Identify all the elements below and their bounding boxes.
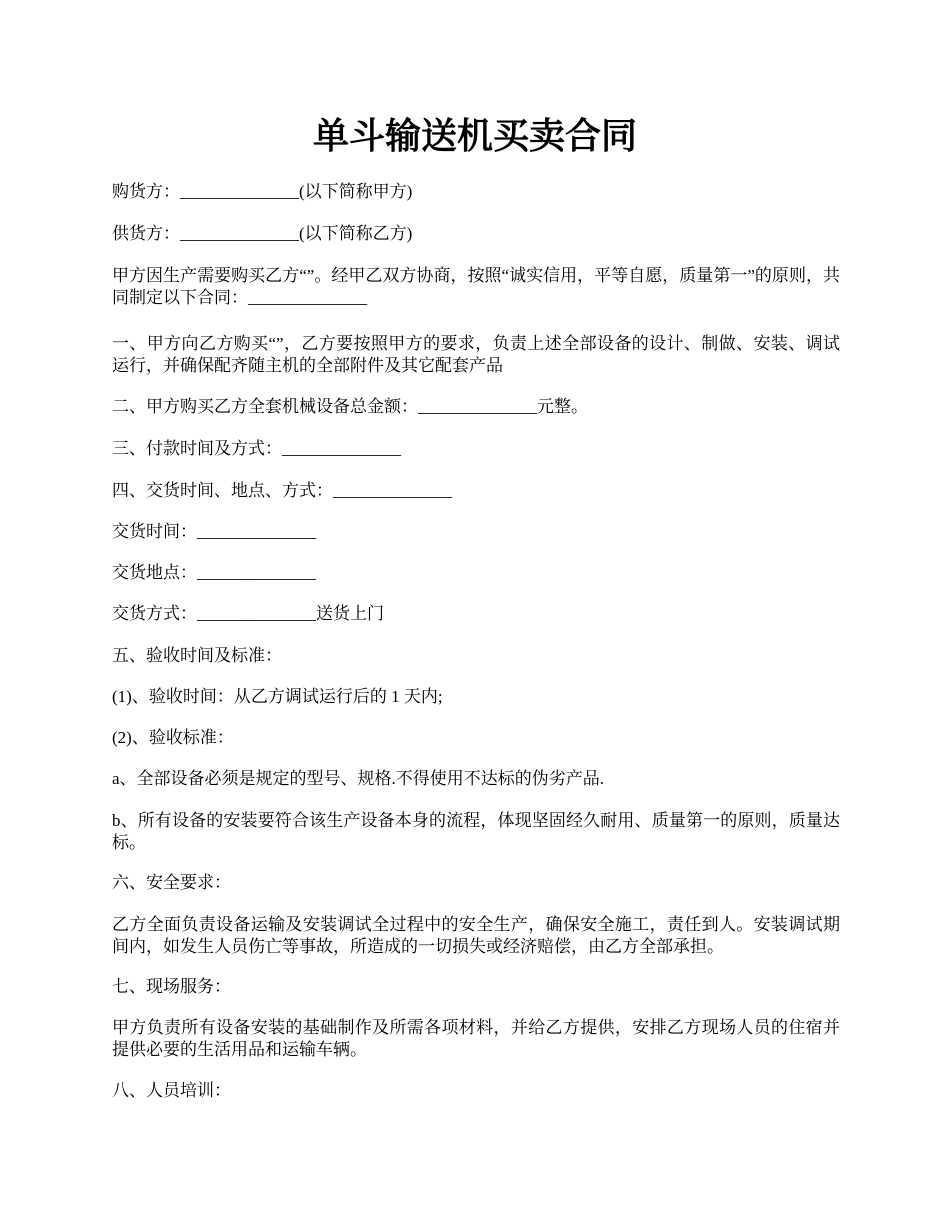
paragraph-clause-7: 七、现场服务：: [112, 977, 231, 996]
document-title: 单斗输送机买卖合同: [312, 116, 637, 156]
paragraph-onsite-service: 甲方负责所有设备安装的基础制作及所需各项材料，并给乙方提供，安排乙方现场人员的住宿并提供必要的生活用品和运输车辆。: [112, 1018, 840, 1059]
paragraph-standard-b: b、所有设备的安装要符合该生产设备本身的流程，体现坚固经久耐用、质量第一的原则，质量达标。: [112, 811, 840, 852]
paragraph-supplier: 供货方：______________(以下简称乙方): [112, 224, 413, 243]
paragraph-clause-8: 八、人员培训：: [112, 1081, 231, 1100]
paragraph-delivery-place: 交货地点：______________: [112, 563, 316, 582]
paragraph-clause-6: 六、安全要求：: [112, 873, 231, 892]
paragraph-clause-4: 四、交货时间、地点、方式：______________: [112, 481, 452, 500]
paragraph-clause-5: 五、验收时间及标准：: [112, 646, 282, 665]
paragraph-acceptance-standard: (2)、验收标准：: [112, 728, 234, 747]
paragraph-clause-3: 三、付款时间及方式：______________: [112, 439, 401, 458]
paragraph-delivery-method: 交货方式：______________送货上门: [112, 604, 384, 623]
paragraph-safety: 乙方全面负责设备运输及安装调试全过程中的安全生产，确保安全施工，责任到人。安装调试期间内，如发生人员伤亡等事故，所造成的一切损失或经济赔偿，由乙方全部承担。: [112, 915, 840, 956]
paragraph-buyer: 购货方：______________(以下简称甲方): [112, 182, 413, 201]
paragraph-preamble: 甲方因生产需要购买乙方“”。经甲乙双方协商，按照“诚实信用，平等自愿，质量第一”的原则，共同制定以下合同：______________: [112, 266, 840, 307]
paragraph-acceptance-time: (1)、验收时间：从乙方调试运行后的 1 天内;: [112, 687, 443, 706]
paragraph-clause-1: 一、甲方向乙方购买“”，乙方要按照甲方的要求，负责上述全部设备的设计、制做、安装、调试运行，并确保配齐随主机的全部附件及其它配套产品: [112, 334, 840, 375]
paragraph-delivery-time: 交货时间：______________: [112, 522, 316, 541]
paragraph-clause-2: 二、甲方购买乙方全套机械设备总金额：______________元整。: [112, 397, 588, 416]
paragraph-standard-a: a、全部设备必须是规定的型号、规格.不得使用不达标的伪劣产品.: [112, 769, 605, 788]
